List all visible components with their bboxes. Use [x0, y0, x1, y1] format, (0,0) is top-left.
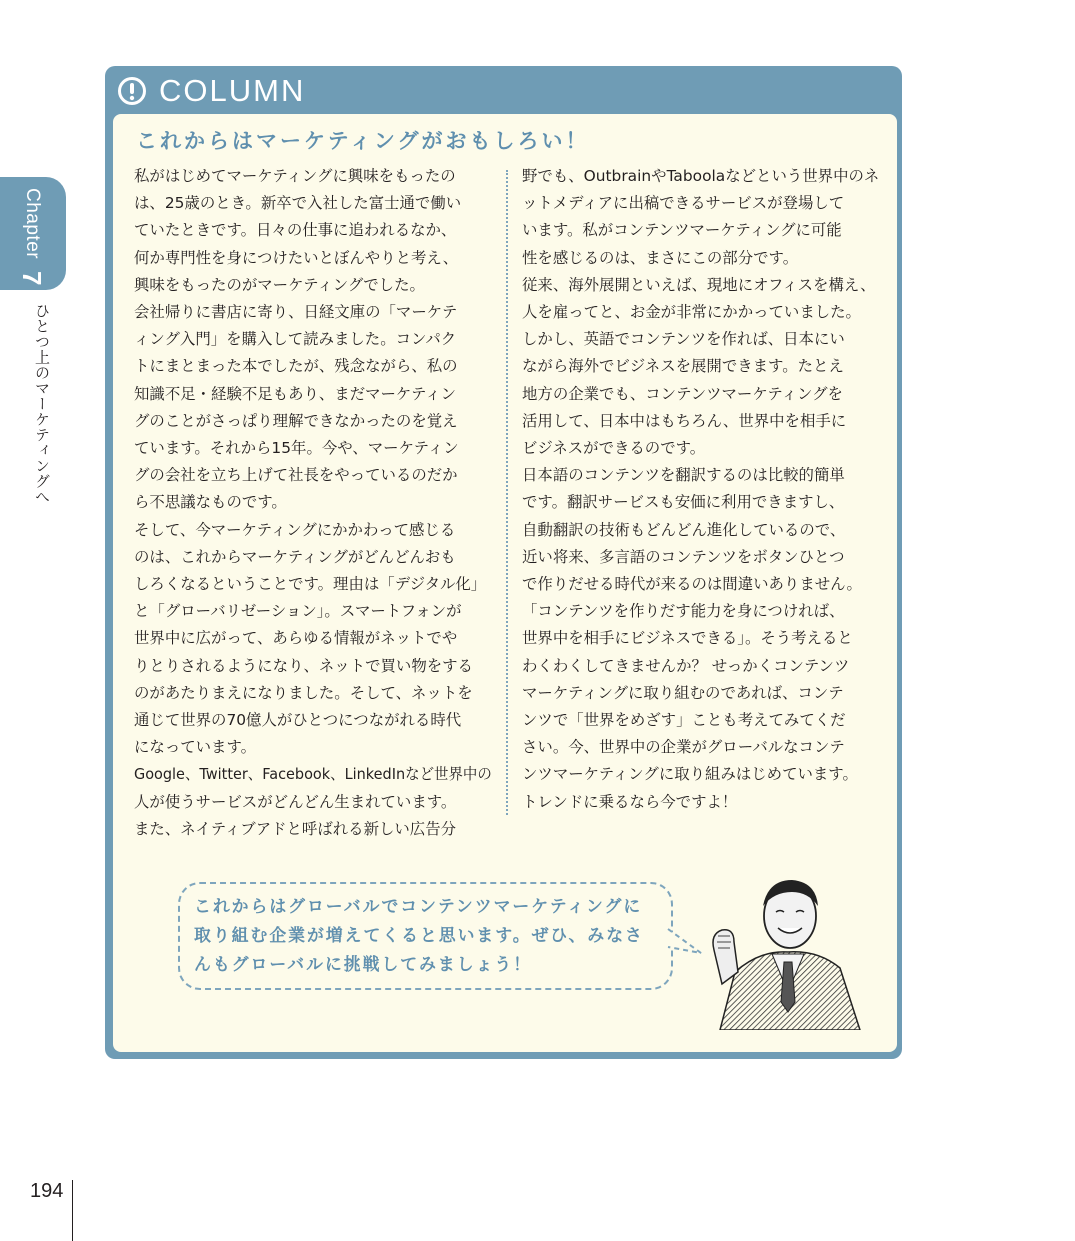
author-portrait-illustration — [700, 872, 876, 1030]
text-line: んもグローバルに挑戦してみましょう！ — [194, 955, 533, 975]
text-line: トにまとまった本でしたが、残念ながら、私の — [134, 357, 458, 376]
text-line: しかし、英語でコンテンツを作れば、日本にい — [522, 330, 845, 349]
chapter-number: 7 — [17, 270, 47, 286]
text-line: 何か専門性を身につけたいとぼんやりと考え、 — [134, 248, 459, 267]
text-line: 興味をもったのがマーケティングでした。 — [134, 275, 425, 294]
text-line: 通じて世界の70億人がひとつにつながれる時代 — [134, 711, 462, 730]
text-line: のは、これからマーケティングがどんどんおも — [134, 547, 456, 566]
text-line: 取り組む企業が増えてくると思います。ぜひ、みなさ — [194, 926, 644, 946]
text-line: 近い将来、多言語のコンテンツをボタンひとつ — [522, 547, 845, 566]
column-text-left — [134, 163, 494, 843]
text-line: しろくなるということです。理由は「デジタル化」 — [134, 575, 487, 594]
text-line: 従来、海外展開といえば、現地にオフィスを構え、 — [522, 275, 876, 294]
exclamation-circle-icon — [117, 76, 147, 106]
text-line: また、ネイティブアドと呼ばれる新しい広告分 — [134, 819, 457, 838]
text-line: 知識不足・経験不足もあり、まだマーケティン — [134, 384, 457, 403]
text-line: は、25歳のとき。新卒で入社した富士通で働い — [134, 194, 462, 213]
column-text-right — [522, 163, 882, 816]
text-line: りとりされるようになり、ネットで買い物をする — [134, 656, 473, 675]
text-line: これからはグローバルでコンテンツマーケティングに — [194, 897, 643, 917]
text-line: ています。それから15年。今や、マーケティン — [134, 439, 459, 458]
column-label: COLUMN — [159, 73, 306, 108]
text-line: で作りだせる時代が来るのは間違いありません。 — [522, 575, 862, 594]
text-line: そして、今マーケティングにかかわって感じる — [134, 520, 456, 539]
column-title: これからはマーケティングがおもしろい！ — [136, 129, 590, 153]
text-line: 「コンテンツを作りだす能力を身につければ、 — [522, 602, 845, 621]
text-line: わくわくしてきませんか？ せっかくコンテンツ — [522, 656, 850, 675]
chapter-word: Chapter — [22, 188, 43, 260]
column-divider — [506, 170, 508, 815]
text-line: ビジネスができるのです。 — [522, 439, 706, 458]
text-line: です。翻訳サービスも安価に利用できますし、 — [522, 493, 845, 512]
text-line: グのことがさっぱり理解できなかったのを覚え — [134, 411, 458, 430]
text-line: ら不思議なものです。 — [134, 493, 287, 512]
text-line: 地方の企業でも、コンテンツマーケティングを — [522, 384, 843, 403]
text-line: 会社帰りに書店に寄り、日経文庫の「マーケテ — [134, 303, 458, 322]
text-line: ンツで「世界をめざす」ことも考えてみてくだ — [522, 711, 846, 730]
text-line: 世界中を相手にビジネスできる」。そう考えると — [522, 629, 853, 648]
speech-bubble-text — [194, 893, 664, 980]
text-line: ンツマーケティングに取り組みはじめています。 — [522, 765, 858, 784]
text-line: ィング入門」を購入して読みました。コンパク — [134, 330, 457, 349]
text-line: 性を感じるのは、まさにこの部分です。 — [522, 248, 799, 267]
text-line: 人を雇ってと、お金が非常にかかっていました。 — [522, 303, 861, 322]
text-line: 世界中に広がって、あらゆる情報がネットでや — [134, 629, 458, 648]
text-line: 人が使うサービスがどんどん生まれています。 — [134, 792, 457, 811]
text-line: 野でも、OutbrainやTaboolaなどという世界中のネ — [522, 167, 880, 185]
chapter-subtitle: ひとつ上のマーケティングへ — [33, 303, 51, 505]
text-line: のがあたりまえになりました。そして、ネットを — [134, 683, 473, 702]
text-line: になっています。 — [134, 738, 257, 757]
page-number-rule — [72, 1180, 73, 1241]
text-line: と「グローバリゼーション」。スマートフォンが — [134, 602, 462, 621]
text-line: ットメディアに出稿できるサービスが登場して — [522, 194, 845, 213]
text-line: Google、Twitter、Facebook、LinkedInなど世界中の — [134, 765, 492, 784]
text-line: 日本語のコンテンツを翻訳するのは比較的簡単 — [522, 466, 845, 485]
text-line: 私がはじめてマーケティングに興味をもったの — [134, 167, 456, 185]
page-number: 194 — [30, 1180, 64, 1202]
text-line: マーケティングに取り組むのであれば、コンテ — [522, 683, 844, 702]
text-line: 自動翻訳の技術もどんどん進化しているので、 — [522, 520, 846, 539]
column-header — [117, 70, 305, 112]
text-line: ながら海外でビジネスを展開できます。たとえ — [522, 357, 844, 376]
chapter-label — [16, 188, 47, 286]
text-line: トレンドに乗るなら今ですよ！ — [522, 792, 738, 811]
text-line: ていたときです。日々の仕事に追われるなか、 — [134, 221, 457, 240]
text-line: グの会社を立ち上げて社長をやっているのだか — [134, 466, 458, 485]
text-line: さい。今、世界中の企業がグローバルなコンテ — [522, 738, 845, 757]
text-line: 活用して、日本中はもちろん、世界中を相手に — [522, 411, 847, 430]
text-line: います。私がコンテンツマーケティングに可能 — [522, 221, 842, 240]
